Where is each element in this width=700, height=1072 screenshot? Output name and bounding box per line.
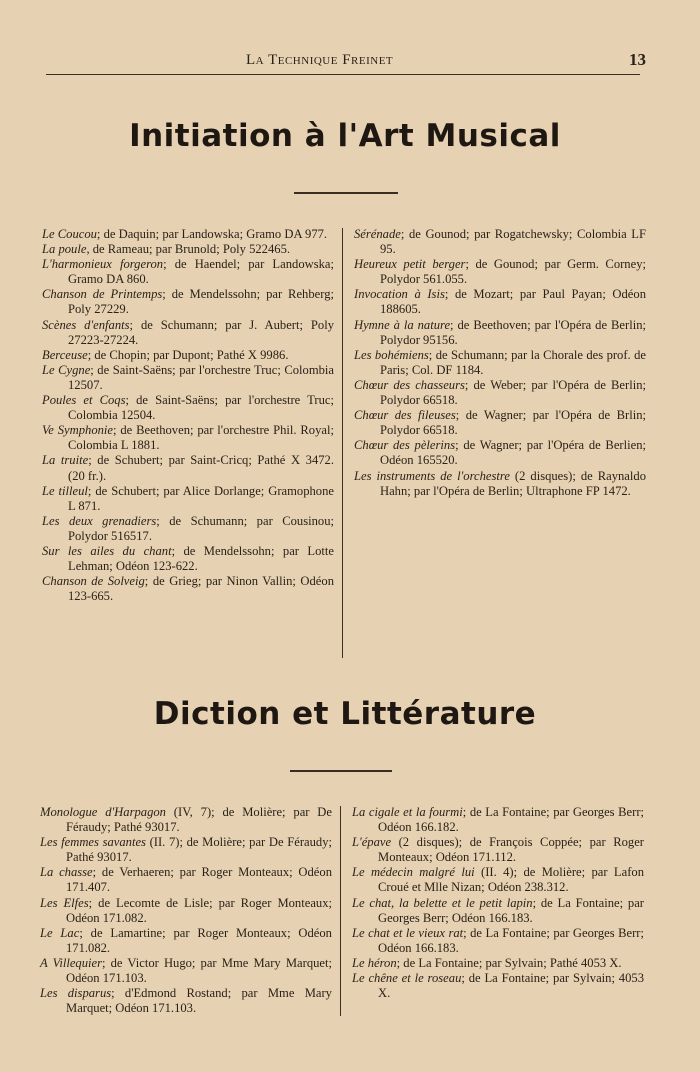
record-entry: Le tilleul; de Schubert; par Alice Dorlange; Gramophone L 871. — [42, 483, 334, 513]
record-entry: Le Cygne; de Saint-Saëns; par l'orchestre Truc; Colombia 12507. — [42, 362, 335, 392]
record-entry: Le chat, la belette et le petit lapin; de La Fontaine; par Georges Berr; Odéon 166.183. — [352, 895, 644, 925]
record-entry: Monologue d'Harpagon (IV, 7); de Molière; par De Féraudy; Pathé 93017. — [40, 805, 332, 835]
record-entry: Scènes d'enfants; de Schumann; par J. Aubert; Poly 27223-27224. — [42, 317, 334, 347]
running-header — [46, 50, 646, 75]
record-entry: Chœur des pèlerins; de Wagner; par l'Opéra de Berlien; Odéon 165520. — [354, 438, 647, 468]
page-number: 13 — [629, 50, 646, 69]
record-entry: Le Coucou; de Daquin; par Landowska; Gramo DA 977. — [42, 227, 328, 241]
diction-column-left — [40, 805, 332, 1016]
record-entry: Les Elfes; de Lecomte de Lisle; par Roger Monteaux; Odéon 171.082. — [40, 895, 333, 925]
record-entry: Le chat et le vieux rat; de La Fontaine; par Georges Berr; Odéon 166.183. — [352, 925, 644, 955]
record-entry: Le Lac; de Lamartine; par Roger Monteaux; Odéon 171.082. — [40, 925, 332, 955]
record-entry: La truite; de Schubert; par Saint-Cricq; Pathé X 3472. (20 fr.). — [42, 453, 335, 483]
record-entry: A Villequier; de Victor Hugo; par Mme Mary Marquet; Odéon 171.103. — [40, 955, 332, 986]
record-entry: Les disparus; d'Edmond Rostand; par Mme Mary Marquet; Odéon 171.103. — [40, 986, 332, 1016]
record-entry: Chanson de Printemps; de Mendelssohn; par Rehberg; Poly 27229. — [42, 287, 334, 317]
record-entry: Le médecin malgré lui (II. 4); de Molière; par Lafon Croué et Mlle Nizan; Odéon 238.312. — [352, 865, 644, 895]
title-underline — [290, 770, 392, 772]
section-title-diction: Diction et Littérature — [153, 696, 537, 732]
record-entry: Hymne à la nature; de Beethoven; par l'Opéra de Berlin; Polydor 95156. — [354, 317, 646, 347]
record-entry: Ve Symphonie; de Beethoven; par l'orchestre Phil. Royal; Colombia L 1881. — [42, 423, 334, 453]
record-entry: Poules et Coqs; de Saint-Saëns; par l'orchestre Truc; Colombia 12504. — [42, 393, 334, 423]
section-title-music: Initiation à l'Art Musical — [129, 118, 561, 154]
record-entry: La chasse; de Verhaeren; par Roger Monteaux; Odéon 171.407. — [40, 865, 332, 895]
record-entry: Les instruments de l'orchestre (2 disques); de Raynaldo Hahn; par l'Opéra de Berlin; Ultraphone FP 1472. — [354, 468, 646, 498]
diction-column-right — [352, 805, 644, 1001]
column-divider — [340, 806, 341, 1016]
record-entry: Heureux petit berger; de Gounod; par Germ. Corney; Polydor 561.055. — [354, 257, 646, 287]
record-entry: Sérénade; de Gounod; par Rogatchewsky; Colombia LF 95. — [354, 227, 646, 257]
record-entry: Berceuse; de Chopin; par Dupont; Pathé X 9986. — [42, 347, 289, 362]
music-column-right — [354, 227, 646, 499]
running-title: La Technique Freinet — [246, 52, 394, 68]
record-entry: Les femmes savantes (II. 7); de Molière; par De Féraudy; Pathé 93017. — [40, 835, 332, 865]
record-entry: L'harmonieux forgeron; de Haendel; par Landowska; Gramo DA 860. — [42, 257, 334, 287]
record-entry: La cigale et la fourmi; de La Fontaine; par Georges Berr; Odéon 166.182. — [352, 805, 645, 835]
music-column-left — [42, 227, 334, 604]
record-entry: Le chêne et le roseau; de La Fontaine; par Sylvain; 4053 X. — [352, 971, 644, 1001]
record-entry: Chanson de Solveig; de Grieg; par Ninon Vallin; Odéon 123-665. — [42, 574, 334, 604]
record-entry: Invocation à Isis; de Mozart; par Paul Payan; Odéon 188605. — [354, 287, 646, 317]
record-entry: La poule, de Rameau; par Brunold; Poly 522465. — [42, 242, 291, 257]
record-entry: Les deux grenadiers; de Schumann; par Cousinou; Polydor 516517. — [42, 513, 334, 543]
record-entry: L'épave (2 disques); de François Coppée; par Roger Monteaux; Odéon 171.112. — [352, 835, 644, 865]
record-entry: Chœur des fileuses; de Wagner; par l'Opéra de Brlin; Polydor 66518. — [354, 408, 646, 438]
record-entry: Chœur des chasseurs; de Weber; par l'Opéra de Berlin; Polydor 66518. — [354, 377, 646, 408]
record-entry: Les bohémiens; de Schumann; par la Chorale des prof. de Paris; Col. DF 1184. — [354, 347, 646, 377]
column-divider — [342, 228, 343, 658]
title-underline — [294, 192, 398, 194]
record-entry: Le héron; de La Fontaine; par Sylvain; Pathé 4053 X. — [352, 955, 622, 970]
record-entry: Sur les ailes du chant; de Mendelssohn; par Lotte Lehman; Odéon 123-622. — [42, 543, 334, 574]
